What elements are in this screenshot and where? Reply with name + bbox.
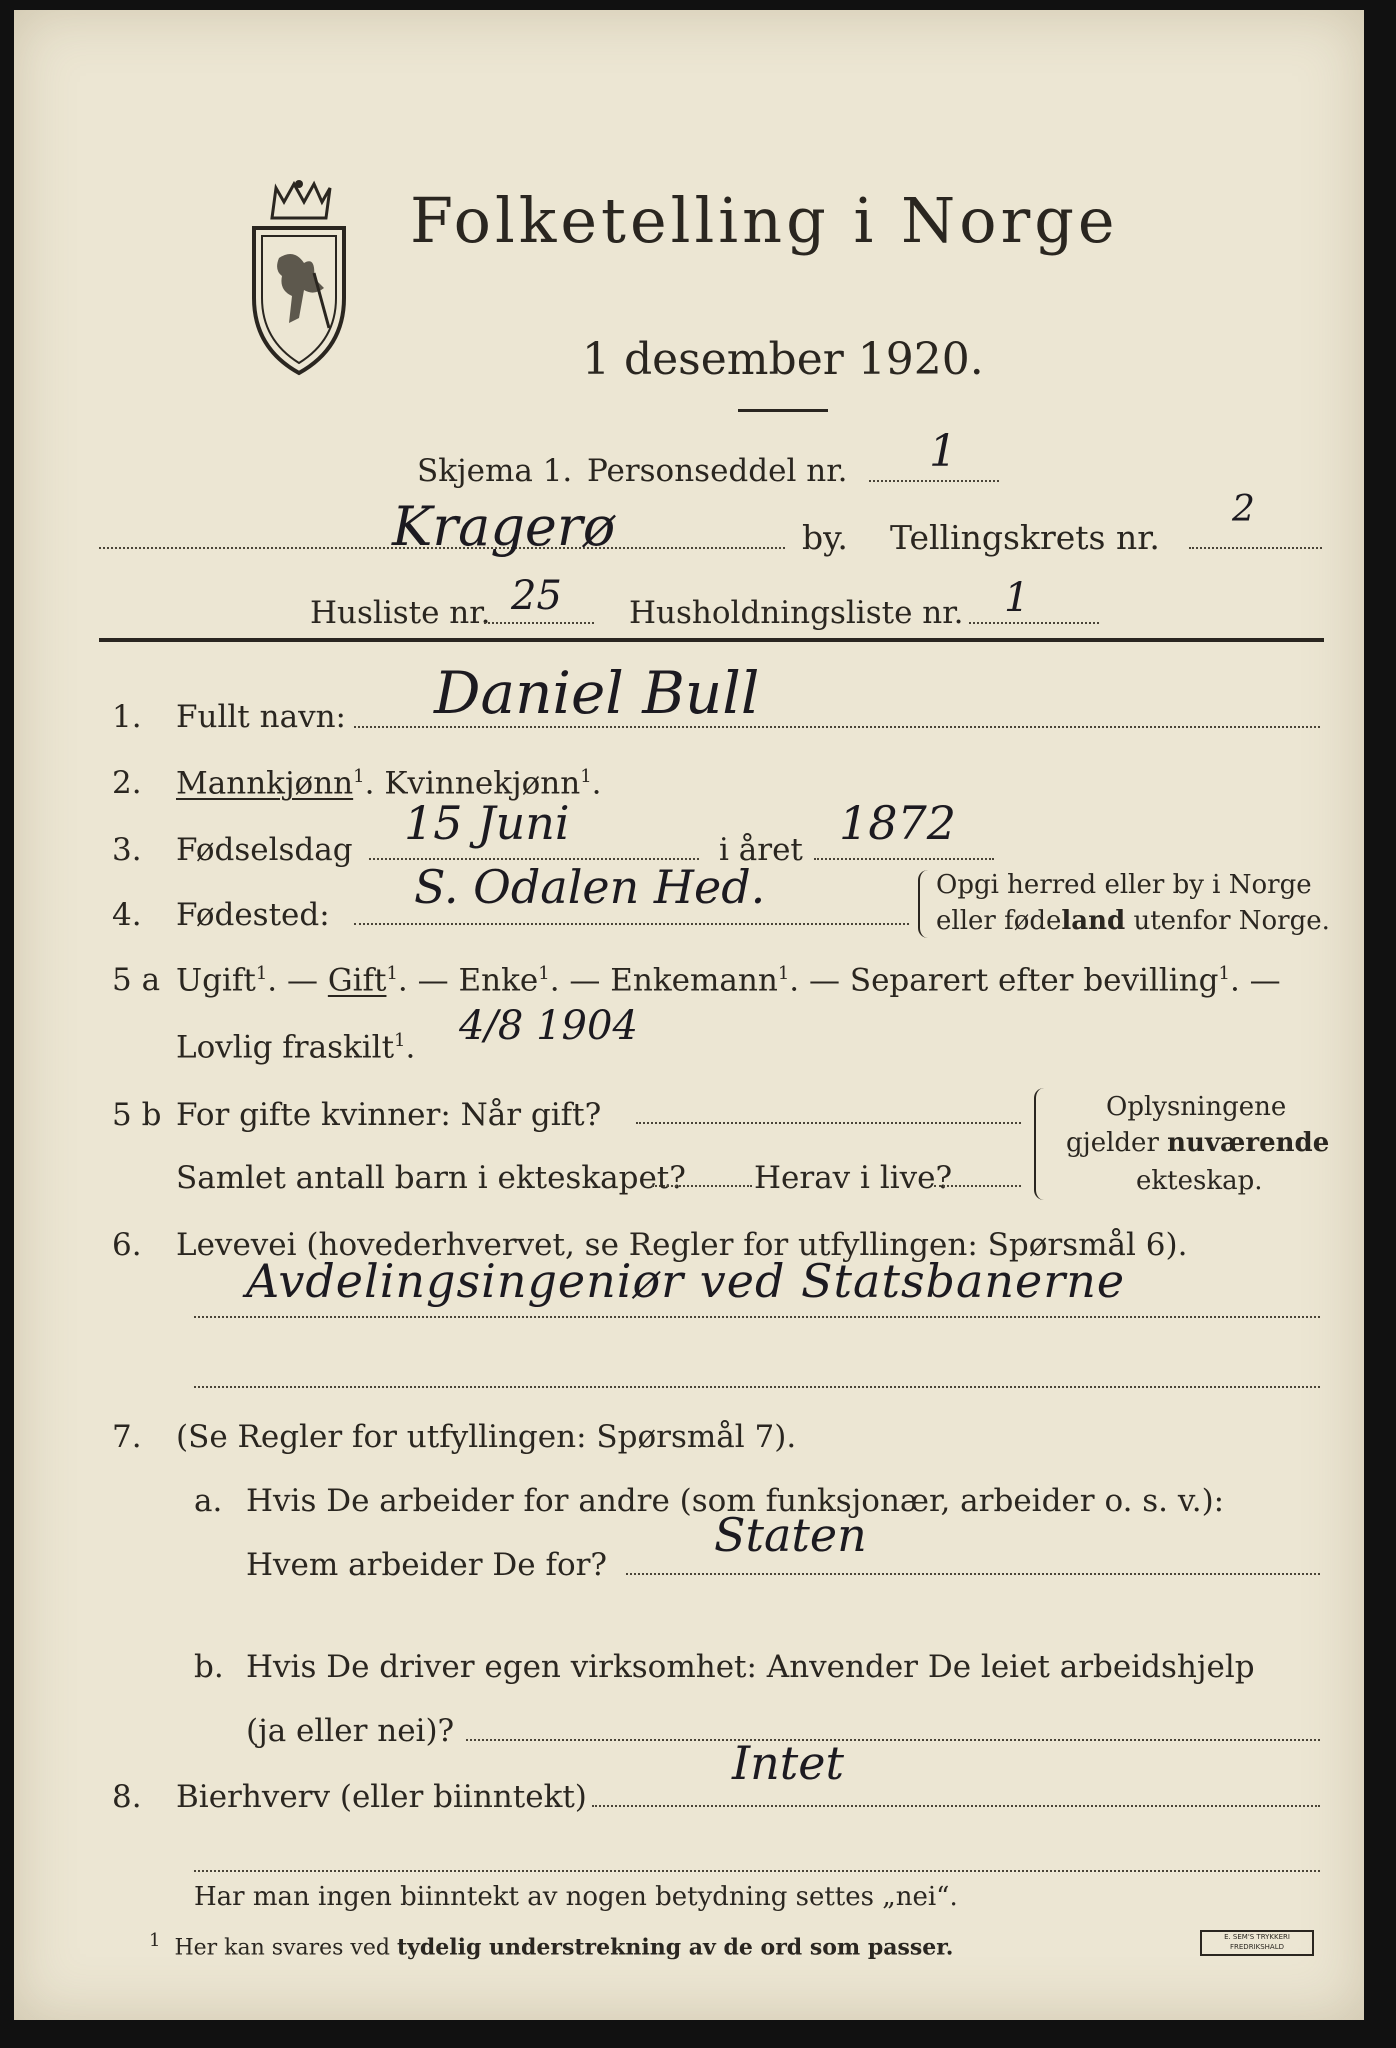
q7b-line1: Hvis De driver egen virksomhet: Anvender De leiet arbeidshjelp xyxy=(246,1649,1255,1685)
husholdningsliste-value: 1 xyxy=(1004,575,1030,621)
census-form-sheet xyxy=(14,10,1364,2020)
printer-mark: E. SEM'S TRYKKERI FREDRIKSHALD xyxy=(1200,1930,1314,1956)
q3-year-value: 1872 xyxy=(839,796,957,850)
q8-line2 xyxy=(194,1870,1320,1872)
q8-label: Bierhverv (eller biinntekt) xyxy=(176,1779,587,1815)
q8-line1 xyxy=(592,1805,1320,1807)
q3-year-line xyxy=(814,858,994,860)
q5b-note-line2: gjelder nuværende xyxy=(1066,1128,1330,1158)
q1-full-name-value: Daniel Bull xyxy=(434,659,760,727)
q5a-number: 5 a xyxy=(112,962,161,998)
q2-number: 2. xyxy=(112,765,142,801)
q7a-letter: a. xyxy=(194,1483,223,1519)
q6-number: 6. xyxy=(112,1227,142,1263)
q3-label: Fødselsdag xyxy=(176,832,353,868)
husliste-label: Husliste nr. xyxy=(310,595,491,631)
q7-number: 7. xyxy=(112,1419,142,1455)
q1-number: 1. xyxy=(112,699,142,735)
title-divider xyxy=(738,409,828,412)
q5a-divorced-value: 4/8 1904 xyxy=(459,1003,638,1049)
q7b-line2: (ja eller nei)? xyxy=(246,1713,455,1749)
q7a-line1: Hvis De arbeider for andre (som funksjonær, arbeider o. s. v.): xyxy=(246,1483,1225,1519)
q5a-divorced-label: Lovlig fraskilt$^1$. xyxy=(176,1029,416,1066)
q2-options: Mannkjønn$^1$. Kvinnekjønn$^1$. xyxy=(176,765,602,802)
q3-birthday-value: 15 Juni xyxy=(404,796,570,850)
q5b-note-line1: Oplysningene xyxy=(1106,1092,1287,1122)
form-title: Folketelling i Norge xyxy=(410,184,1119,257)
q4-note-brace xyxy=(918,870,928,938)
q5b-alive-label: Herav i live? xyxy=(754,1160,953,1196)
q7b-line xyxy=(466,1739,1320,1741)
q7a-employer-line xyxy=(626,1573,1320,1575)
q7b-letter: b. xyxy=(194,1649,224,1685)
q5b-children-label: Samlet antall barn i ekteskapet? xyxy=(176,1160,686,1196)
q6-line2 xyxy=(194,1386,1320,1388)
q5b-married-label: For gifte kvinner: Når gift? xyxy=(176,1097,602,1133)
q6-line1 xyxy=(194,1316,1320,1318)
q5b-alive-line xyxy=(934,1185,1021,1187)
by-name-value: Kragerø xyxy=(392,495,616,558)
husliste-value: 25 xyxy=(511,573,562,619)
q1-label: Fullt navn: xyxy=(176,699,346,735)
norwegian-coat-of-arms xyxy=(244,178,354,378)
q3-year-label: i året xyxy=(719,832,803,868)
q4-line xyxy=(354,923,909,925)
q5b-number: 5 b xyxy=(112,1097,162,1133)
personseddel-label: Personseddel nr. xyxy=(587,453,848,489)
q5b-married-line xyxy=(636,1122,1021,1124)
skjema-label: Skjema 1. xyxy=(417,453,573,489)
q2-male-option: Mannkjønn xyxy=(176,765,354,802)
q3-number: 3. xyxy=(112,832,142,868)
header-separator xyxy=(99,638,1324,642)
footnote: $^1$ Her kan svares ved tydelig understrekning av de ord som passer. xyxy=(149,1930,954,1961)
q7a-employer-value: Staten xyxy=(714,1508,867,1562)
husliste-line xyxy=(484,622,594,624)
q7a-line2: Hvem arbeider De for? xyxy=(246,1547,608,1583)
q7-label: (Se Regler for utfyllingen: Spørsmål 7). xyxy=(176,1419,797,1455)
q4-number: 4. xyxy=(112,897,142,933)
q4-birthplace-value: S. Odalen Hed. xyxy=(414,860,766,914)
q5a-options: Ugift$^1$. — Gift$^1$. — Enke$^1$. — Enkemann$^1$. — Separert efter bevilling$^1$. — xyxy=(176,962,1281,999)
q8-side-income-value: Intet xyxy=(732,1736,844,1790)
q6-label: Levevei (hovederhvervet, se Regler for utfyllingen: Spørsmål 6). xyxy=(176,1227,1188,1263)
q5b-note-brace xyxy=(1034,1088,1048,1200)
by-label: by. xyxy=(802,518,848,557)
personseddel-value: 1 xyxy=(929,426,957,477)
q5b-children-line xyxy=(652,1185,752,1187)
personseddel-line xyxy=(869,480,999,482)
census-date: 1 desember 1920. xyxy=(582,334,984,385)
tellingskrets-line xyxy=(1189,547,1322,549)
husholdningsliste-line xyxy=(969,622,1099,624)
q4-note-line1: Opgi herred eller by i Norge xyxy=(936,870,1312,900)
bottom-instruction: Har man ingen biinntekt av nogen betydning settes „nei“. xyxy=(194,1882,958,1912)
tellingskrets-label: Tellingskrets nr. xyxy=(890,518,1160,557)
q4-label: Fødested: xyxy=(176,897,330,933)
q8-number: 8. xyxy=(112,1779,142,1815)
q6-occupation-value: Avdelingsingeniør ved Statsbanerne xyxy=(246,1254,1126,1308)
q4-note-line2: eller fødeland utenfor Norge. xyxy=(936,906,1330,936)
husholdningsliste-label: Husholdningsliste nr. xyxy=(629,595,964,631)
q5b-note-line3: ekteskap. xyxy=(1136,1166,1263,1196)
q2-female-option: Kvinnekjønn xyxy=(384,765,581,802)
tellingskrets-value: 2 xyxy=(1232,489,1255,530)
